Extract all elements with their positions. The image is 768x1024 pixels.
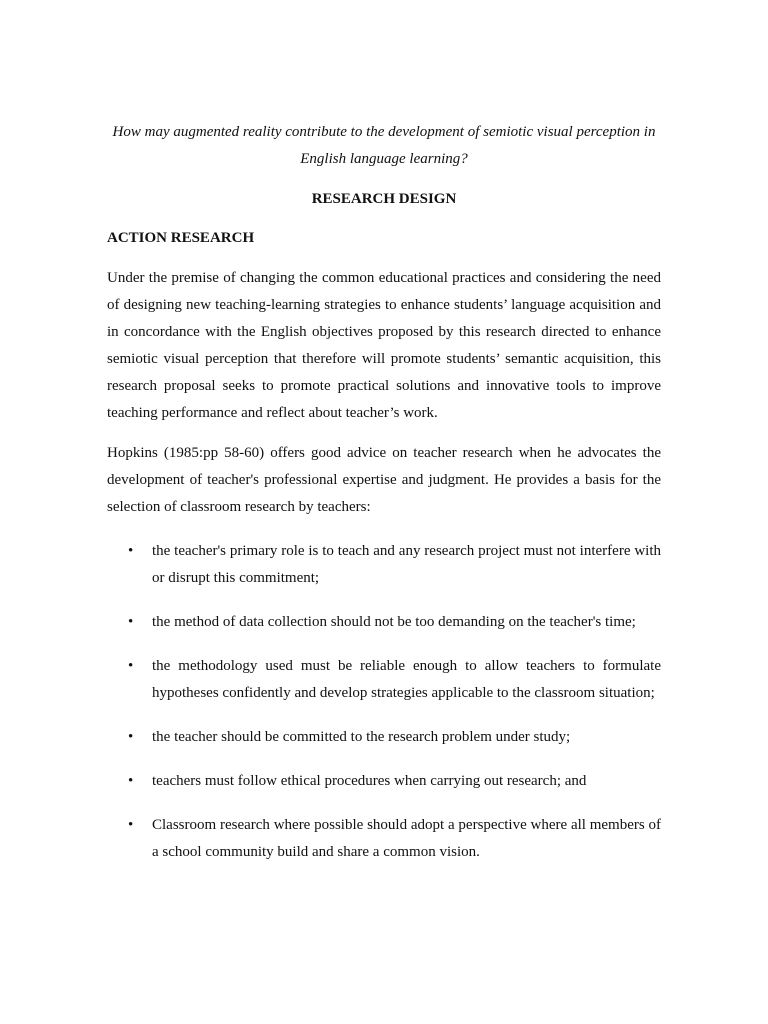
list-item-text: the teacher should be committed to the research problem under study; xyxy=(152,729,571,745)
list-item xyxy=(107,538,661,592)
list-item xyxy=(107,724,661,751)
list-item-text: the method of data collection should not be too demanding on the teacher's time; xyxy=(152,614,636,630)
bullet-icon: • xyxy=(128,658,134,674)
bullet-icon: • xyxy=(128,614,134,630)
subsection-heading: ACTION RESEARCH xyxy=(107,230,255,246)
section-heading: RESEARCH DESIGN xyxy=(311,191,457,207)
list-item-text: teachers must follow ethical procedures when carrying out research; and xyxy=(152,773,587,789)
document-page xyxy=(107,119,661,883)
bullet-icon: • xyxy=(128,773,134,789)
list-item xyxy=(107,812,661,866)
body-paragraph: Hopkins (1985:pp 58-60) offers good advice on teacher research when he advocates the development of teacher's professional expertise and judgment. He provides a basis for the selection of classroom research by teachers: xyxy=(107,445,661,515)
list-item-text: the teacher's primary role is to teach and any research project must not interfere with or disrupt this commitment; xyxy=(152,543,661,586)
list-item xyxy=(107,609,661,636)
list-item-text: the methodology used must be reliable enough to allow teachers to formulate hypotheses confidently and develop strategies applicable to the classroom situation; xyxy=(152,658,661,701)
list-item xyxy=(107,653,661,707)
bullet-icon: • xyxy=(128,543,134,559)
criteria-list xyxy=(107,538,661,866)
research-question: How may augmented reality contribute to the development of semiotic visual perception in English language learning? xyxy=(112,124,656,167)
body-paragraph: Under the premise of changing the common educational practices and considering the need of designing new teaching-learning strategies to enhance students’ language acquisition and in concordance with the English objectives proposed by this research directed to enhance semiotic visual perception that therefore will promote students’ semantic acquisition, this research proposal seeks to promote practical solutions and innovative tools to improve teaching performance and reflect about teacher’s work. xyxy=(107,270,661,421)
bullet-icon: • xyxy=(128,817,134,833)
bullet-icon: • xyxy=(128,729,134,745)
list-item-text: Classroom research where possible should adopt a perspective where all members of a school community build and share a common vision. xyxy=(152,817,661,860)
list-item xyxy=(107,768,661,795)
